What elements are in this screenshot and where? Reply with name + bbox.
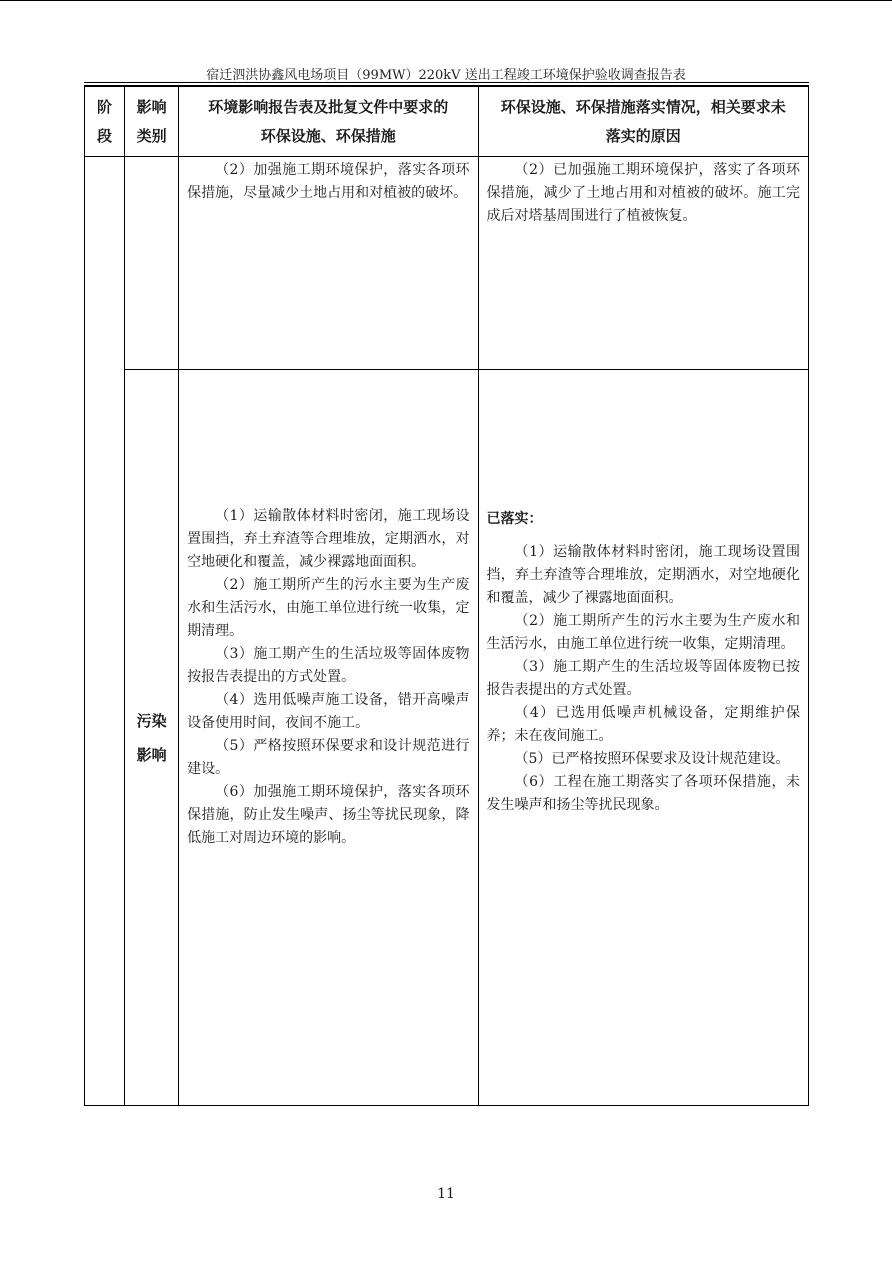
type-label-line1: 污染 bbox=[136, 711, 167, 730]
implementation-item: （5）已严格按照环保要求及设计规范建设。 bbox=[514, 751, 790, 767]
implementation-item: （2）已加强施工期环境保护，落实了各项环保措施，减少了土地占用和对植被的破坏。施工完成后对塔基周围进行了植被恢复。 bbox=[486, 162, 800, 224]
header-implementation bbox=[478, 87, 808, 157]
header-type bbox=[125, 87, 179, 157]
header-type-line2: 类别 bbox=[136, 126, 167, 145]
header-requirement-line1: 环境影响报告表及批复文件中要求的 bbox=[208, 97, 449, 116]
requirement-item: （6）加强施工期环境保护，落实各项环保措施，防止发生噪声、扬尘等扰民现象，降低施工对周边环境的影响。 bbox=[187, 784, 470, 846]
page-number: 11 bbox=[437, 1186, 455, 1202]
requirement-item: （2）施工期所产生的污水主要为生产废水和生活污水，由施工单位进行统一收集，定期清理。 bbox=[187, 577, 470, 639]
measures-table bbox=[84, 86, 809, 1106]
table-row bbox=[85, 157, 809, 370]
requirement-item: （3）施工期产生的生活垃圾等固体废物按报告表提出的方式处置。 bbox=[187, 646, 470, 685]
type-cell bbox=[125, 370, 179, 1106]
header-stage bbox=[85, 87, 125, 157]
header-stage-line2: 段 bbox=[97, 126, 113, 145]
status-label: 已落实： bbox=[486, 511, 543, 527]
implementation-cell bbox=[478, 157, 808, 370]
table-row bbox=[85, 370, 809, 1106]
implementation-item: （1）运输散体材料时密闭，施工现场设置围挡，弃土弃渣等合理堆放，定期洒水，对空地硬化和覆盖，减少了裸露地面面积。 bbox=[486, 544, 800, 606]
requirement-cell bbox=[179, 370, 478, 1106]
implementation-item: （4）已选用低噪声机械设备，定期维护保养；未在夜间施工。 bbox=[486, 705, 800, 744]
header-stage-line1: 阶 bbox=[97, 97, 113, 116]
header-rule bbox=[84, 82, 809, 83]
requirement-cell bbox=[179, 157, 478, 370]
requirement-item: （2）加强施工期环境保护，落实各项环保措施，尽量减少土地占用和对植被的破坏。 bbox=[187, 162, 470, 201]
type-label-line2: 影响 bbox=[136, 745, 167, 764]
page-top-border bbox=[0, 0, 892, 1]
type-cell-empty bbox=[125, 157, 179, 370]
header-implementation-line2: 落实的原因 bbox=[605, 126, 681, 145]
implementation-item: （6）工程在施工期落实了各项环保措施，未发生噪声和扬尘等扰民现象。 bbox=[486, 774, 800, 813]
implementation-cell bbox=[478, 370, 808, 1106]
document-header-title: 宿迁泗洪协鑫风电场项目（99MW）220kV 送出工程竣工环境保护验收调查报告表 bbox=[206, 68, 686, 83]
header-requirement bbox=[179, 87, 478, 157]
header-implementation-line1: 环保设施、环保措施落实情况，相关要求未 bbox=[500, 97, 786, 116]
table-header-row bbox=[85, 87, 809, 157]
requirement-item: （4）选用低噪声施工设备，错开高噪声设备使用时间，夜间不施工。 bbox=[187, 692, 470, 731]
requirement-item: （5）严格按照环保要求和设计规范进行建设。 bbox=[187, 738, 470, 777]
stage-cell bbox=[85, 157, 125, 1106]
requirement-item: （1）运输散体材料时密闭，施工现场设置围挡，弃土弃渣等合理堆放，定期洒水，对空地硬化和覆盖，减少裸露地面面积。 bbox=[187, 508, 470, 570]
header-type-line1: 影响 bbox=[136, 97, 167, 116]
implementation-item: （3）施工期产生的生活垃圾等固体废物已按报告表提出的方式处置。 bbox=[486, 659, 800, 698]
header-requirement-line2: 环保设施、环保措施 bbox=[260, 126, 396, 145]
implementation-item: （2）施工期所产生的污水主要为生产废水和生活污水，由施工单位进行统一收集，定期清理。 bbox=[486, 613, 800, 652]
